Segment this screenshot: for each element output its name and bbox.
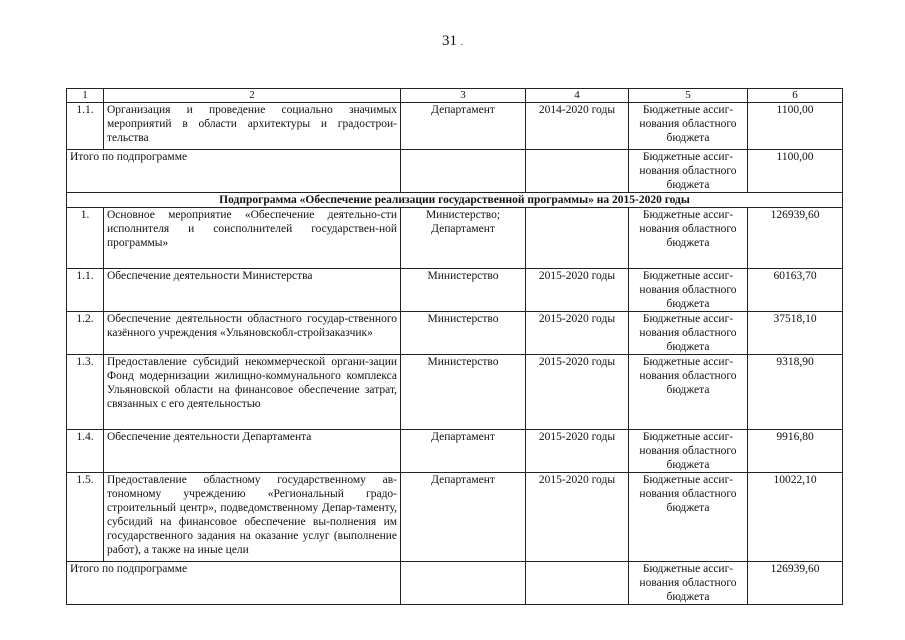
empty-cell <box>401 150 526 193</box>
program-table <box>66 88 843 605</box>
row-amount: 126939,60 <box>748 562 843 605</box>
row-amount: 37518,10 <box>748 312 843 355</box>
row-executor: Министерство <box>401 355 526 430</box>
row-number: 1.1. <box>67 103 104 150</box>
header-cell: 3 <box>401 89 526 103</box>
total-row <box>67 150 843 193</box>
page-number-text: 31 <box>442 33 457 49</box>
header-cell: 1 <box>67 89 104 103</box>
header-cell: 2 <box>104 89 401 103</box>
row-amount: 1100,00 <box>748 150 843 193</box>
total-label: Итого по подпрограмме <box>67 562 401 605</box>
subprogram-section-row <box>67 193 843 208</box>
row-term: 2015-2020 годы <box>526 269 629 312</box>
row-number: 1.2. <box>67 312 104 355</box>
row-term: 2014-2020 годы <box>526 103 629 150</box>
row-amount: 10022,10 <box>748 473 843 562</box>
row-term: 2015-2020 годы <box>526 430 629 473</box>
row-executor: Департамент <box>401 103 526 150</box>
table-row <box>67 269 843 312</box>
row-executor: Министерство <box>401 312 526 355</box>
row-term: 2015-2020 годы <box>526 473 629 562</box>
row-name: Обеспечение деятельности Департамента <box>104 430 401 473</box>
row-source: Бюджетные ассиг-нования областного бюджета <box>629 269 748 312</box>
table-row <box>67 430 843 473</box>
table-row <box>67 473 843 562</box>
empty-cell <box>401 562 526 605</box>
table-header-row <box>67 89 843 103</box>
table-row <box>67 103 843 150</box>
row-source: Бюджетные ассиг-нования областного бюджета <box>629 312 748 355</box>
row-number: 1.4. <box>67 430 104 473</box>
row-amount: 9916,80 <box>748 430 843 473</box>
row-number: 1.3. <box>67 355 104 430</box>
page-number <box>0 33 905 50</box>
row-name: Организация и проведение социально значимых мероприятий в области архитектуры и градострои-тельства <box>104 103 401 150</box>
empty-cell <box>526 562 629 605</box>
header-cell: 4 <box>526 89 629 103</box>
row-number: 1.1. <box>67 269 104 312</box>
row-amount: 126939,60 <box>748 208 843 269</box>
row-executor: Министерство; Департамент <box>401 208 526 269</box>
row-amount: 1100,00 <box>748 103 843 150</box>
row-amount: 60163,70 <box>748 269 843 312</box>
row-source: Бюджетные ассиг-нования областного бюджета <box>629 103 748 150</box>
total-label: Итого по подпрограмме <box>67 150 401 193</box>
row-source: Бюджетные ассиг-нования областного бюджета <box>629 355 748 430</box>
row-source: Бюджетные ассиг-нования областного бюджета <box>629 208 748 269</box>
table-row <box>67 355 843 430</box>
subprogram-title: Подпрограмма «Обеспечение реализации государственной программы» на 2015-2020 годы <box>67 193 843 208</box>
row-term <box>526 208 629 269</box>
row-source: Бюджетные ассиг-нования областного бюджета <box>629 562 748 605</box>
row-amount: 9318,90 <box>748 355 843 430</box>
empty-cell <box>526 150 629 193</box>
row-name: Предоставление субсидий некоммерческой органи-зации Фонд модернизации жилищно-коммунального комплекса Ульяновской области на финансовое обеспечение затрат, связанных с его деятельностью <box>104 355 401 430</box>
row-term: 2015-2020 годы <box>526 355 629 430</box>
row-name: Обеспечение деятельности областного государ-ственного казённого учреждения «Ульяновскобл-стройзаказчик» <box>104 312 401 355</box>
row-name: Основное мероприятие «Обеспечение деятельно-сти исполнителя и соисполнителей государствен-ной программы» <box>104 208 401 269</box>
header-cell: 5 <box>629 89 748 103</box>
row-source: Бюджетные ассиг-нования областного бюджета <box>629 473 748 562</box>
row-executor: Министерство <box>401 269 526 312</box>
page-stray-mark: . <box>460 37 463 47</box>
table-row <box>67 208 843 269</box>
row-executor: Департамент <box>401 473 526 562</box>
row-number: 1.5. <box>67 473 104 562</box>
table-row <box>67 312 843 355</box>
header-cell: 6 <box>748 89 843 103</box>
row-name: Обеспечение деятельности Министерства <box>104 269 401 312</box>
row-term: 2015-2020 годы <box>526 312 629 355</box>
row-source: Бюджетные ассиг-нования областного бюджета <box>629 150 748 193</box>
row-executor: Департамент <box>401 430 526 473</box>
total-row <box>67 562 843 605</box>
row-source: Бюджетные ассиг-нования областного бюджета <box>629 430 748 473</box>
row-number: 1. <box>67 208 104 269</box>
row-name: Предоставление областному государственному ав-тономному учреждению «Региональный градо-строительный центр», подведомственному Депар-таменту, субсидий на финансовое обеспечение вы-полнения им государственного задания на оказание услуг (выполнение работ), а также на иные цели <box>104 473 401 562</box>
